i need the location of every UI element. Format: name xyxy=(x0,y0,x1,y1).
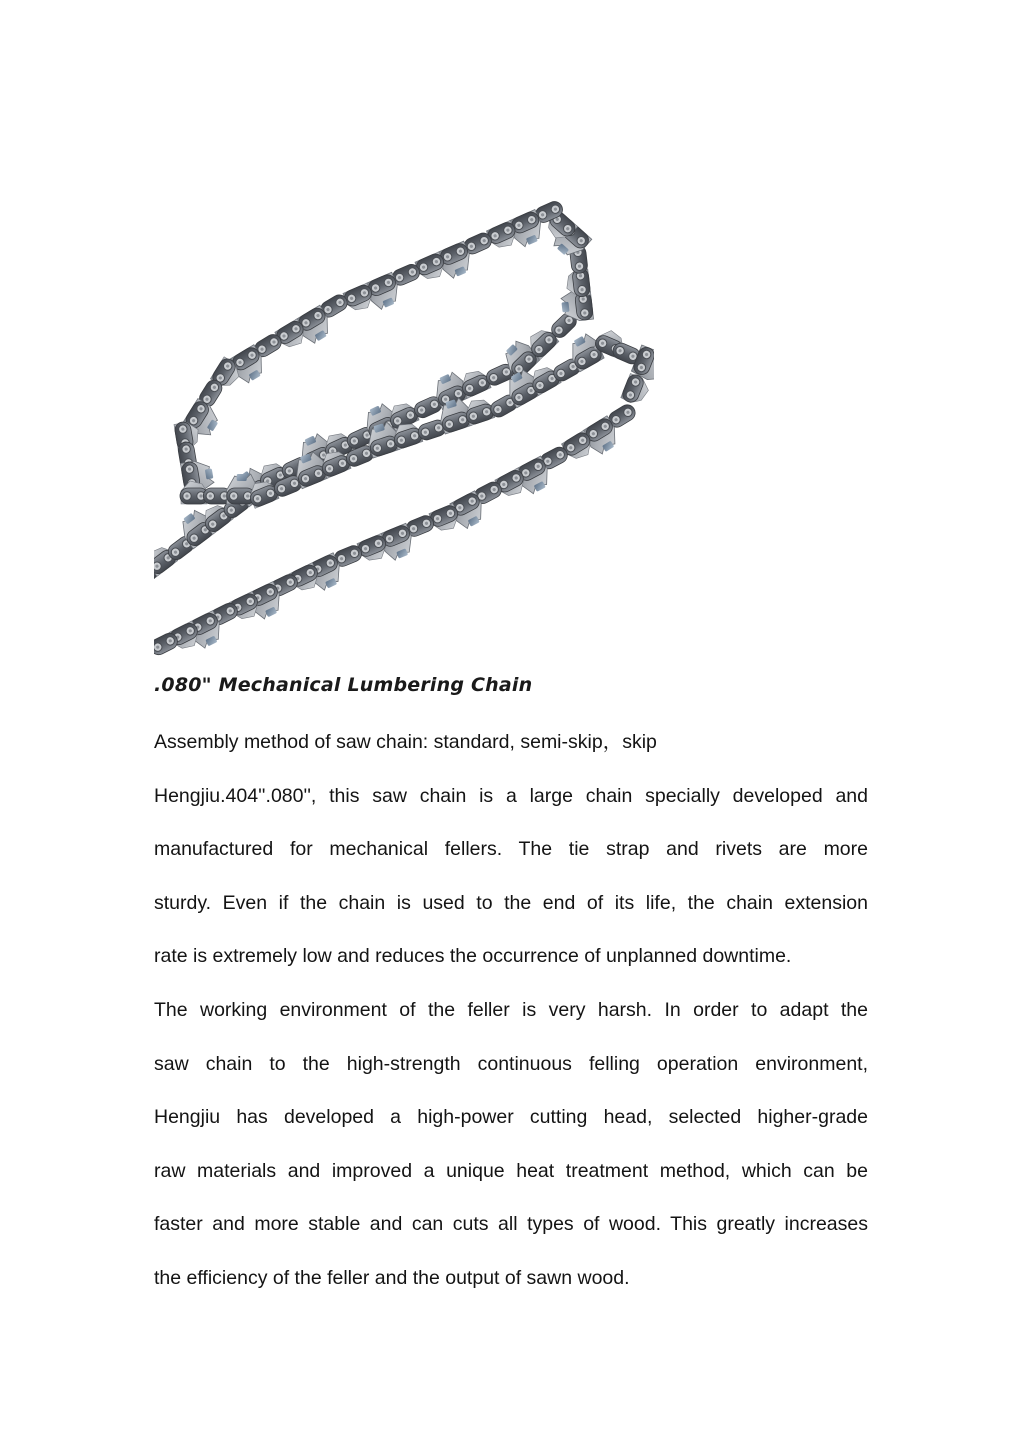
saw-chain-image xyxy=(154,196,654,658)
body-line-8: Hengjiu has developed a high-power cutting head, selected higher-grade xyxy=(154,1106,868,1128)
body-line-1: Assembly method of saw chain: standard, semi-skip，skip xyxy=(154,731,657,753)
body-line-9: raw materials and improved a unique heat treatment method, which can be xyxy=(154,1160,868,1182)
body-line-10: faster and more stable and can cuts all types of wood. This greatly increases xyxy=(154,1213,868,1235)
saw-chain-illustration xyxy=(154,196,654,658)
body-line-7: saw chain to the high-strength continuous felling operation environment, xyxy=(154,1053,868,1075)
body-line-2: Hengjiu.404''.080'', this saw chain is a large chain specially developed and xyxy=(154,785,868,807)
body-line-4: sturdy. Even if the chain is used to the end of its life, the chain extension xyxy=(154,892,868,914)
body-line-3: manufactured for mechanical fellers. The tie strap and rivets are more xyxy=(154,838,868,860)
body-line-5: rate is extremely low and reduces the occurrence of unplanned downtime. xyxy=(154,945,792,967)
body-line-6: The working environment of the feller is very harsh. In order to adapt the xyxy=(154,999,868,1021)
body-line-11: the efficiency of the feller and the output of sawn wood. xyxy=(154,1267,630,1289)
product-title: .080" Mechanical Lumbering Chain xyxy=(154,674,533,696)
